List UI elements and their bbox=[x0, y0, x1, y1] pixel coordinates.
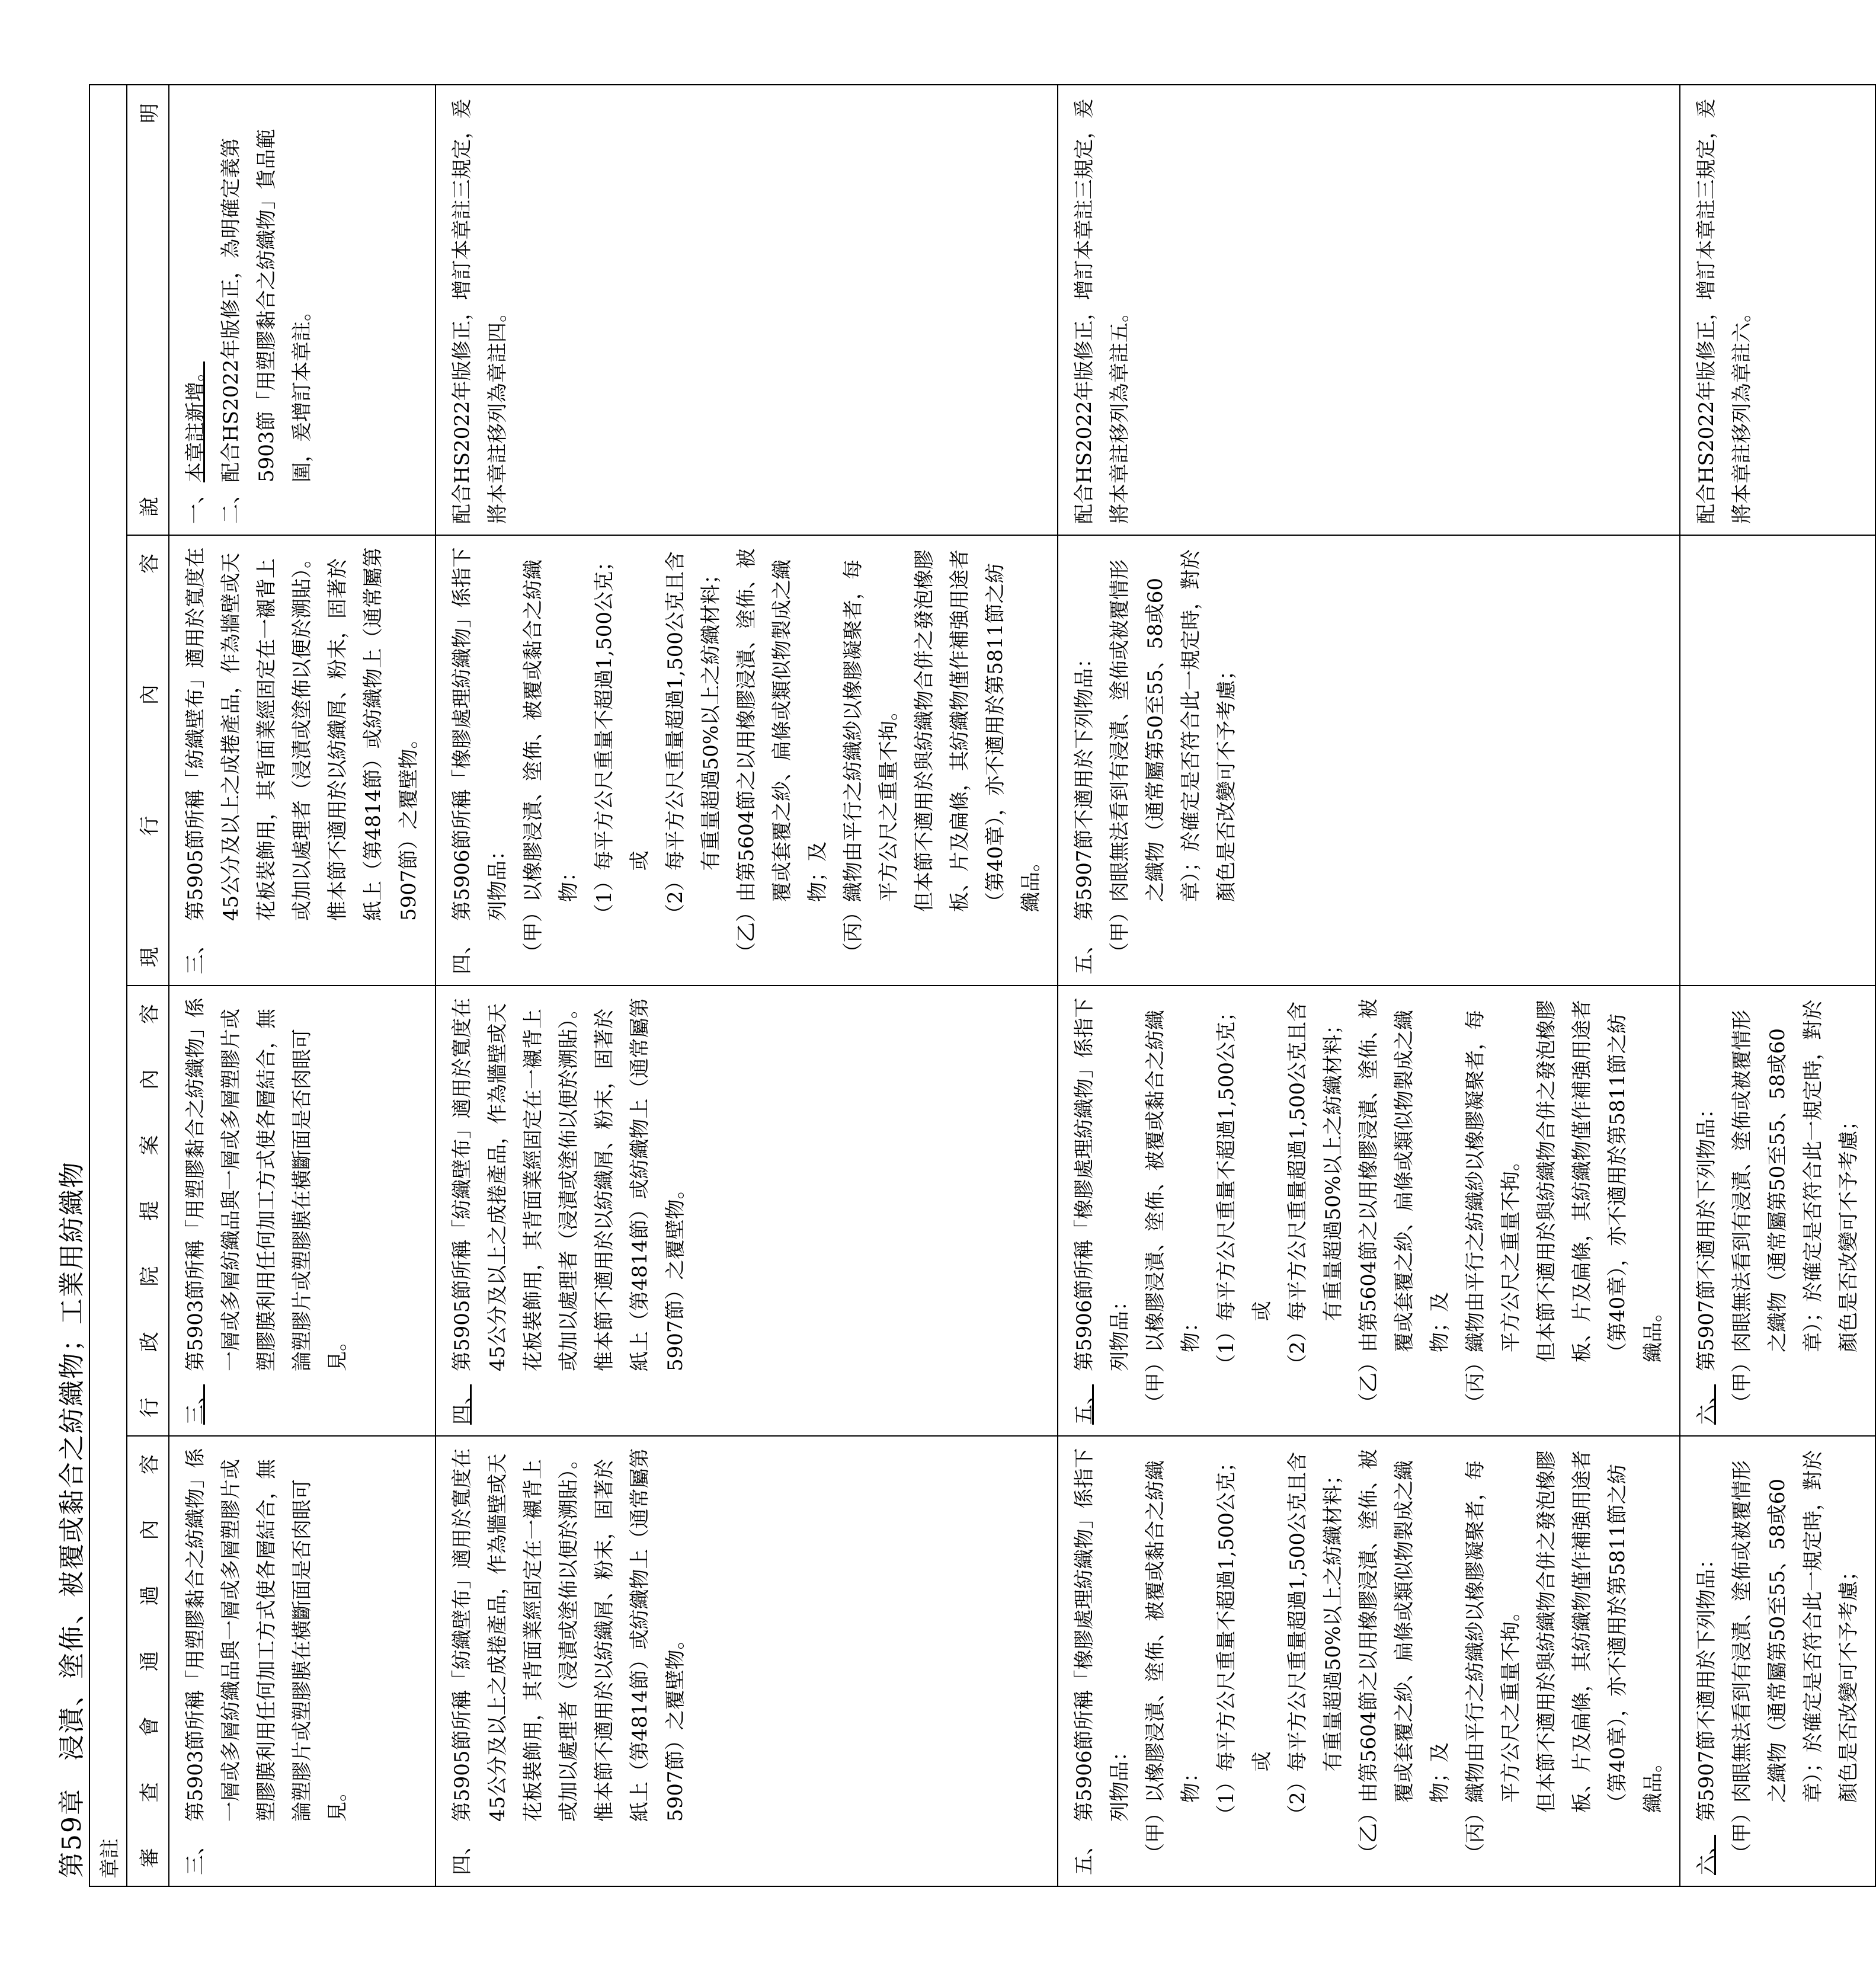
header-current: 現行內容 bbox=[127, 535, 169, 986]
proposal-note-3: 三、 第5903節所稱「用塑膠黏合之紡織物」係一層或多層紡織品與一層或多層塑膠片或塑膠膜利用任何加工方式使各層結合，無論塑膠片或塑膠膜在橫斷面是否肉眼可見。 bbox=[169, 986, 436, 1436]
header-explanation: 說明 bbox=[127, 85, 169, 535]
explanation-note-3: 一、 本章註新增。 二、 配合HS2022年版修正，為明確定義第5903節「用塑膠黏合之紡織物」貨品範圍，爰增訂本章註。 bbox=[169, 85, 436, 535]
current-note-4: 四、 第5906節所稱「橡膠處理紡織物」係指下列物品： （甲） 以橡膠浸漬、塗佈、被覆或黏合之紡織物： （1） 每平方公尺重量不超過1,500公克；或 （2） 每平方公尺重量超過1,500公克且含有重量超過50%以上之紡織材料； （乙） 由第5604節之以用橡膠浸漬、塗佈、被覆或套覆之紗、扁條或類似物製成之織物；及 （丙） 織物由平行之紡織紗以橡膠凝聚者，每平方公尺之重量不拘。 但本節不適用於與紡織物合併之發泡橡膠板、片及扁條，其紡織物僅作補強用途者（第40章），亦不適用於第5811節之紡織品。 bbox=[436, 535, 1058, 986]
current-note-5: 五、 第5907節不適用於下列物品： （甲） 肉眼無法看到有浸漬、塗佈或被覆情形之織物（通常屬第50至55、58或60章）；於確定是否符合此一規定時，對於顏色是否改變可不予考慮； bbox=[1058, 535, 1680, 986]
header-passed: 審查會通過內容 bbox=[127, 1436, 169, 1886]
current-note-6-empty bbox=[1680, 535, 1875, 986]
explanation-note-6: 配合HS2022年版修正，增訂本章註三規定，爰將本章註移列為章註六。 bbox=[1680, 85, 1875, 535]
current-note-3: 三、 第5905節所稱「紡織壁布」適用於寬度在45公分及以上之成捲產品，作為牆壁或天花板裝飾用，其背面業經固定在一襯背上或加以處理者（浸漬或塗佈以便於溯貼）。 惟本節不適用於以紡織屑、粉末，固著於紙上（第4814節）或紡織物上（通常屬第5907節）之覆壁物。 bbox=[169, 535, 436, 986]
proposal-note-5: 五、 第5906節所稱「橡膠處理紡織物」係指下列物品： （甲） 以橡膠浸漬、塗佈、被覆或黏合之紡織物： （1） 每平方公尺重量不超過1,500公克；或 （2） 每平方公尺重量超過1,500公克且含有重量超過50%以上之紡織材料； （乙） 由第5604節之以用橡膠浸漬、塗佈、被覆或套覆之紗、扁條或類似物製成之織物；及 （丙） 織物由平行之紡織紗以橡膠凝聚者，每平方公尺之重量不拘。 但本節不適用於與紡織物合併之發泡橡膠板、片及扁條，其紡織物僅作補強用途者（第40章），亦不適用於第5811節之紡織品。 bbox=[1058, 986, 1680, 1436]
proposal-note-4: 四、 第5905節所稱「紡織壁布」適用於寬度在45公分及以上之成捲產品，作為牆壁或天花板裝飾用，其背面業經固定在一襯背上或加以處理者（浸漬或塗佈以便於溯貼）。 惟本節不適用於以紡織屑、粉末，固著於紙上（第4814節）或紡織物上（通常屬第5907節）之覆壁物。 bbox=[436, 986, 1058, 1436]
proposal-note-6: 六、 第5907節不適用於下列物品： （甲） 肉眼無法看到有浸漬、塗佈或被覆情形之織物（通常屬第50至55、58或60章）；於確定是否符合此一規定時，對於顏色是否改變可不予考慮； bbox=[1680, 986, 1875, 1436]
explanation-note-5: 配合HS2022年版修正，增訂本章註三規定，爰將本章註移列為章註五。 bbox=[1058, 85, 1680, 535]
header-proposal: 行政院提案內容 bbox=[127, 986, 169, 1436]
chapter-label: 章註 bbox=[89, 85, 127, 1886]
passed-note-4: 四、 第5905節所稱「紡織壁布」適用於寬度在45公分及以上之成捲產品，作為牆壁或天花板裝飾用，其背面業經固定在一襯背上或加以處理者（浸漬或塗佈以便於溯貼）。 惟本節不適用於以紡織屑、粉末，固著於紙上（第4814節）或紡織物上（通常屬第5907節）之覆壁物。 bbox=[436, 1436, 1058, 1886]
explanation-note-4: 配合HS2022年版修正，增訂本章註三規定，爰將本章註移列為章註四。 bbox=[436, 85, 1058, 535]
passed-note-6: 六、 第5907節不適用於下列物品： （甲） 肉眼無法看到有浸漬、塗佈或被覆情形之織物（通常屬第50至55、58或60章）；於確定是否符合此一規定時，對於顏色是否改變可不予考慮； bbox=[1680, 1436, 1875, 1886]
passed-note-3: 三、 第5903節所稱「用塑膠黏合之紡織物」係一層或多層紡織品與一層或多層塑膠片或塑膠膜利用任何加工方式使各層結合，無論塑膠片或塑膠膜在橫斷面是否肉眼可見。 bbox=[169, 1436, 436, 1886]
page-title: 第59章 浸漬、塗佈、被覆或黏合之紡織物；工業用紡織物 bbox=[57, 1161, 87, 1878]
comparison-table bbox=[89, 84, 1876, 1887]
passed-note-5: 五、 第5906節所稱「橡膠處理紡織物」係指下列物品： （甲） 以橡膠浸漬、塗佈、被覆或黏合之紡織物： （1） 每平方公尺重量不超過1,500公克；或 （2） 每平方公尺重量超過1,500公克且含有重量超過50%以上之紡織材料； （乙） 由第5604節之以用橡膠浸漬、塗佈、被覆或套覆之紗、扁條或類似物製成之織物；及 （丙） 織物由平行之紡織紗以橡膠凝聚者，每平方公尺之重量不拘。 但本節不適用於與紡織物合併之發泡橡膠板、片及扁條，其紡織物僅作補強用途者（第40章），亦不適用於第5811節之紡織品。 bbox=[1058, 1436, 1680, 1886]
